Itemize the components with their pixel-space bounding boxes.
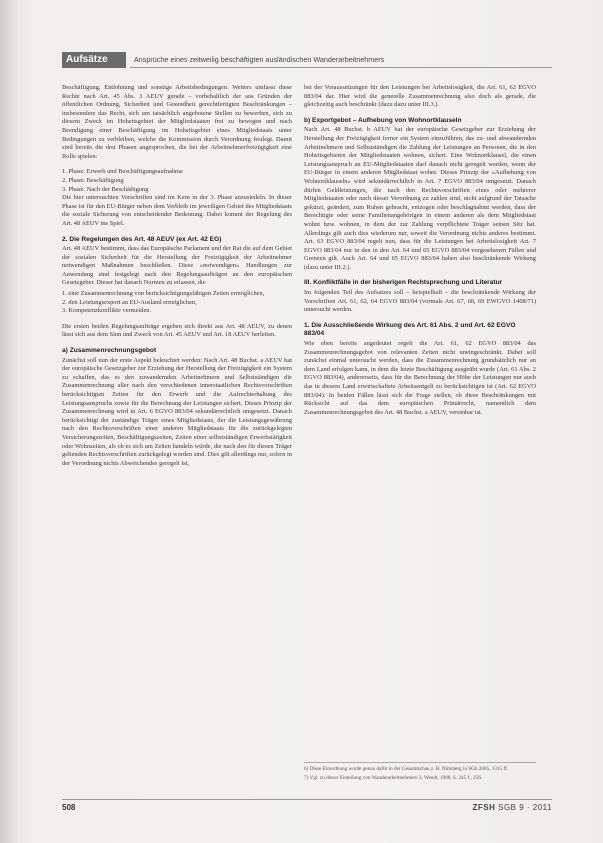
after-list-paragraph: Die ersten beiden Regelungsaufträge ergeben sich direkt aus Art. 48 AEUV, zu denen lässt sich aus dem Sinn und Zweck von Art. 45 AEUV und Art. 18 AEUV herleiten. bbox=[62, 322, 292, 339]
regulation-list bbox=[62, 290, 292, 316]
section-2-paragraph: Art. 48 AEUV bestimmt, dass das Europäische Parlament und der Rat die auf dem Gebiet der sozialen Sicherheit für die Herstellung der Freizügigkeit der Arbeitnehmer notwendigen Maßnahmen beschließen. Diese »notwendigen« Handlungen zur Anwendung sind festgelegt nach den Regelungsaufträgen an den europäischen Gesetzgeber. Dieser hat danach Normen zu erlassen, die bbox=[62, 245, 292, 287]
section-1-paragraph: Wie eben bereits angedeutet regelt die Art. 61, 62 EGVO 883/04 das Zusammenrechnungsgebot von relevanten Zeiten nicht uneingeschränkt. Dabei soll zunächst einmal untersucht werden, dass die Zusammenrechnung grundsätzlich nur an dem Land erfolgen kann, in dem die letzte Beschäftigung ausgeübt wurde (Art. 61 Abs. 2 EGVO 883/04), andererseits, dass für die Berechnung der Höhe der Leistungen nur auch das in diesem Land erwirtschaftete Arbeitsentgelt zu berücksichtigen ist (Art. 62 EGVO 883/04). In beiden Fällen lässt sich die Frage stellen, ob diese Beschränkungen mit Rücksicht auf das dem europäischen Primärrecht, namentlich dem Zusammenrechnungsgebot des Art. 48 Buchst. a AEUV, vereinbar ist. bbox=[304, 340, 536, 416]
phase-2: 2. Phase: Beschäftigung bbox=[62, 176, 124, 184]
section-b-heading: b) Exportgebot – Aufhebung von Wohnortklauseln bbox=[304, 116, 462, 124]
page-number: 508 bbox=[62, 803, 76, 812]
footnotes bbox=[304, 762, 536, 784]
section-b-paragraph: Nach Art. 48 Buchst. b AEUV hat der europäische Gesetzgeber zur Erziehung der Herstellung der Freizügigkeit ferner ein System einzuführen, das zu- und abwandernden Arbeitnehmern und Selbstständigen die Zahlung der Leistungen an Personen, die in den Hoheitsgebieten der Mitgliedstaaten wohnen, sichert. Eine Wohnortklausel, die einen Leistungsanspruch an EU-Mitgliedstaaten darf danach nicht geregelt werden, wenn der EU-Bürger in einem anderen Mitgliedstaat wohnt. Dieses Prinzip der »Aufhebung von Wohnortklauseln« wird sekundärrechtlich in Art. 7 EGVO 883/04 umgesetzt. Danach dürfen Geldleistungen, die nach den Rechtsvorschriften eines oder mehrerer Mitgliedstaaten oder nach dieser Verordnung zu zahlen sind, nicht aufgrund der Tatsache gekürzt, geändert, zum Ruhen gebracht, entzogen oder beschlagnahmt werden, dass der Berechtigte oder seine Familienangehörigen in einem anderen als dem Mitgliedstaat wohnt bzw. wohnen, in dem der zur Zahlung verpflichtete Träger seinen Sitz hat. Allerdings gilt auch dies wiederum nur, soweit die Verordnung nichts anderes bestimmt. Art. 63 EGVO 883/04 regelt nun, dass für die Leistungen bei Arbeitslosigkeit Art. 7 EGVO 883/04 nur in den in den Art. 64 und 65 EGVO 883/04 vorgesehenen Fällen und Grenzen gilt. Auch Art. 64 und 65 EGVO 883/04 haben also beschränkende Wirkung (dazu unter III.2.). bbox=[304, 126, 536, 271]
footnote: 7) Vgl. zu dieser Einteilung von Wanderarbeitnehmern 3, Wendt, 1988, S. 245 f., 256. bbox=[304, 775, 483, 781]
section-1-heading: 1. Die Ausschließende Wirkung des Art. 61 Abs. 2 und Art. 62 EGVO 883/04 bbox=[304, 321, 516, 338]
left-column bbox=[62, 84, 292, 475]
footnote: 6) Diese Einordnung wurde genau dafür in der Gesamtschau z. B. Nimmerg in SGb 2005, 1315 ff. bbox=[304, 766, 509, 772]
section-a-heading: a) Zusammenrechnungsgebot bbox=[62, 347, 157, 355]
page-footer bbox=[62, 799, 552, 816]
list-item: 2. den Leistungsexport an EU-Ausland ermöglichen, bbox=[62, 298, 197, 306]
intro-paragraph: Beschäftigung, Entlohnung und sonstige Arbeitsbedingungen. Weiters umfasst diese Rechte nach Art. 45 Abs. 3 AEUV gerade – vorbehaltlich der aus Gründen der öffentlichen Ordnung, Sicherheit und Gesundheit gerechtfertigten Beschränkungen – insbesondere das Recht, sich um tatsächlich angebotene Stellen zu bewerben, sich zu diesem Zweck im Hoheitsgebiet der Mitgliedstaaten frei zu bewegen und nach Beendigung einer Beschäftigung im Hoheitsgebiet eines Mitgliedstaats unter Bedingungen zu verbleiben, welche die Kommission durch Verordnung festlegt. Damit sind bereits die drei Phasen angesprochen, die bei der Arbeitnehmerfreizügigkeit eine Rolle spielen: bbox=[62, 84, 292, 160]
right-column bbox=[304, 84, 536, 424]
journal-name: ZFSH bbox=[472, 803, 496, 812]
page-binding-shadow bbox=[0, 0, 18, 843]
phase-3: 3. Phase: Nach der Beschäftigung bbox=[62, 185, 149, 193]
phase-1: 1. Phase: Erwerb und Beschäftigungsaufnahme bbox=[62, 168, 183, 176]
section-iii-paragraph: Im folgenden Teil des Aufsatzes soll – beispielhaft – die beschränkende Wirkung der Vorschriften Art. 61, 62, 64 EGVO 883/04 (vormals Art. 67, 68, 69 EWGVO 1408/71) untersucht werden. bbox=[304, 289, 536, 314]
journal-issue bbox=[472, 803, 552, 812]
section-label: Aufsätze bbox=[62, 52, 126, 68]
running-header bbox=[62, 52, 552, 68]
running-title: Ansprüche eines zeitweilig beschäftigten ausländischen Wanderarbeitnehmers bbox=[130, 52, 552, 68]
section-2-heading: 2. Die Regelungen des Art. 48 AEUV (ex Art. 42 EG) bbox=[62, 235, 222, 243]
phases-paragraph: Die hier untersuchten Vorschriften sind im Kern in der 3. Phase anzusiedeln. In dieser Phase ist für den EU-Bürger neben dem Verbleib im jeweiligen Gebiet des Mitgliedstaats die soziale Sicherung von entscheidender Bedeutung. Dabei kommt der Regelung des Art. 48 AEUV ins Spiel. bbox=[62, 194, 292, 227]
section-a-paragraph: Zunächst soll nun der erste Aspekt beleuchtet werden: Nach Art. 48 Buchst. a AEUV hat der europäische Gesetzgeber zur Erziehung der Herstellung der Freizügigkeit ein System zu schaffen, das es den zuwandernden Arbeitnehmern und Selbstständigen die Zusammenrechnung aller nach den verschiedenen innerstaatlichen Rechtsvorschriften berücksichtigten Zeiten für den Erwerb und die Aufrechterhaltung des Leistungsanspruchs sowie für die Berechnung der Leistungen sichert. Dieses Prinzip der Zusammenrechnung wird in Art. 6 EGVO 883/04 sekundärrechtlich umgesetzt. Danach berücksichtigt der zuständige Träger eines Mitgliedstaats, der die Leistungsgewährung nach den Rechtsvorschriften einer anderen Mitgliedstaats für die zurückgelegten Versicherungszeiten, Beschäftigungszeiten, Zeiten einer selbstständigen Erwerbstätigkeit oder Wohnzeiten, als ob es sich um Zeiten handeln würde, die nach den für diesen Träger geltenden Rechtsvorschriften zurückgelegt worden sind. Dies gilt allerdings nur, sofern in der Verordnung nichts Abweichendes geregelt ist, bbox=[62, 356, 292, 467]
section-iii-heading: III. Konfliktfälle in der bisherigen Rechtsprechung und Literatur bbox=[304, 279, 503, 287]
right-intro-paragraph: bei der Voraussetzungen für den Leistungen bei Arbeitslosigkeit, die Art. 61, 62 EGVO 883/04 dar. Hier wird die generelle Zusammenrechnung also doch als gerade, die gleichzeitig auch beschränkt (dazu dazu unter III.3.). bbox=[304, 84, 536, 109]
journal-issue-number: SGB 9 · 2011 bbox=[498, 803, 552, 812]
list-item: 1. eine Zusammenrechnung von berücksichtigungsfähigen Zeiten ermöglichen, bbox=[62, 290, 265, 298]
list-item: 3. Kompetenzkonflikte vermeiden. bbox=[62, 307, 152, 315]
